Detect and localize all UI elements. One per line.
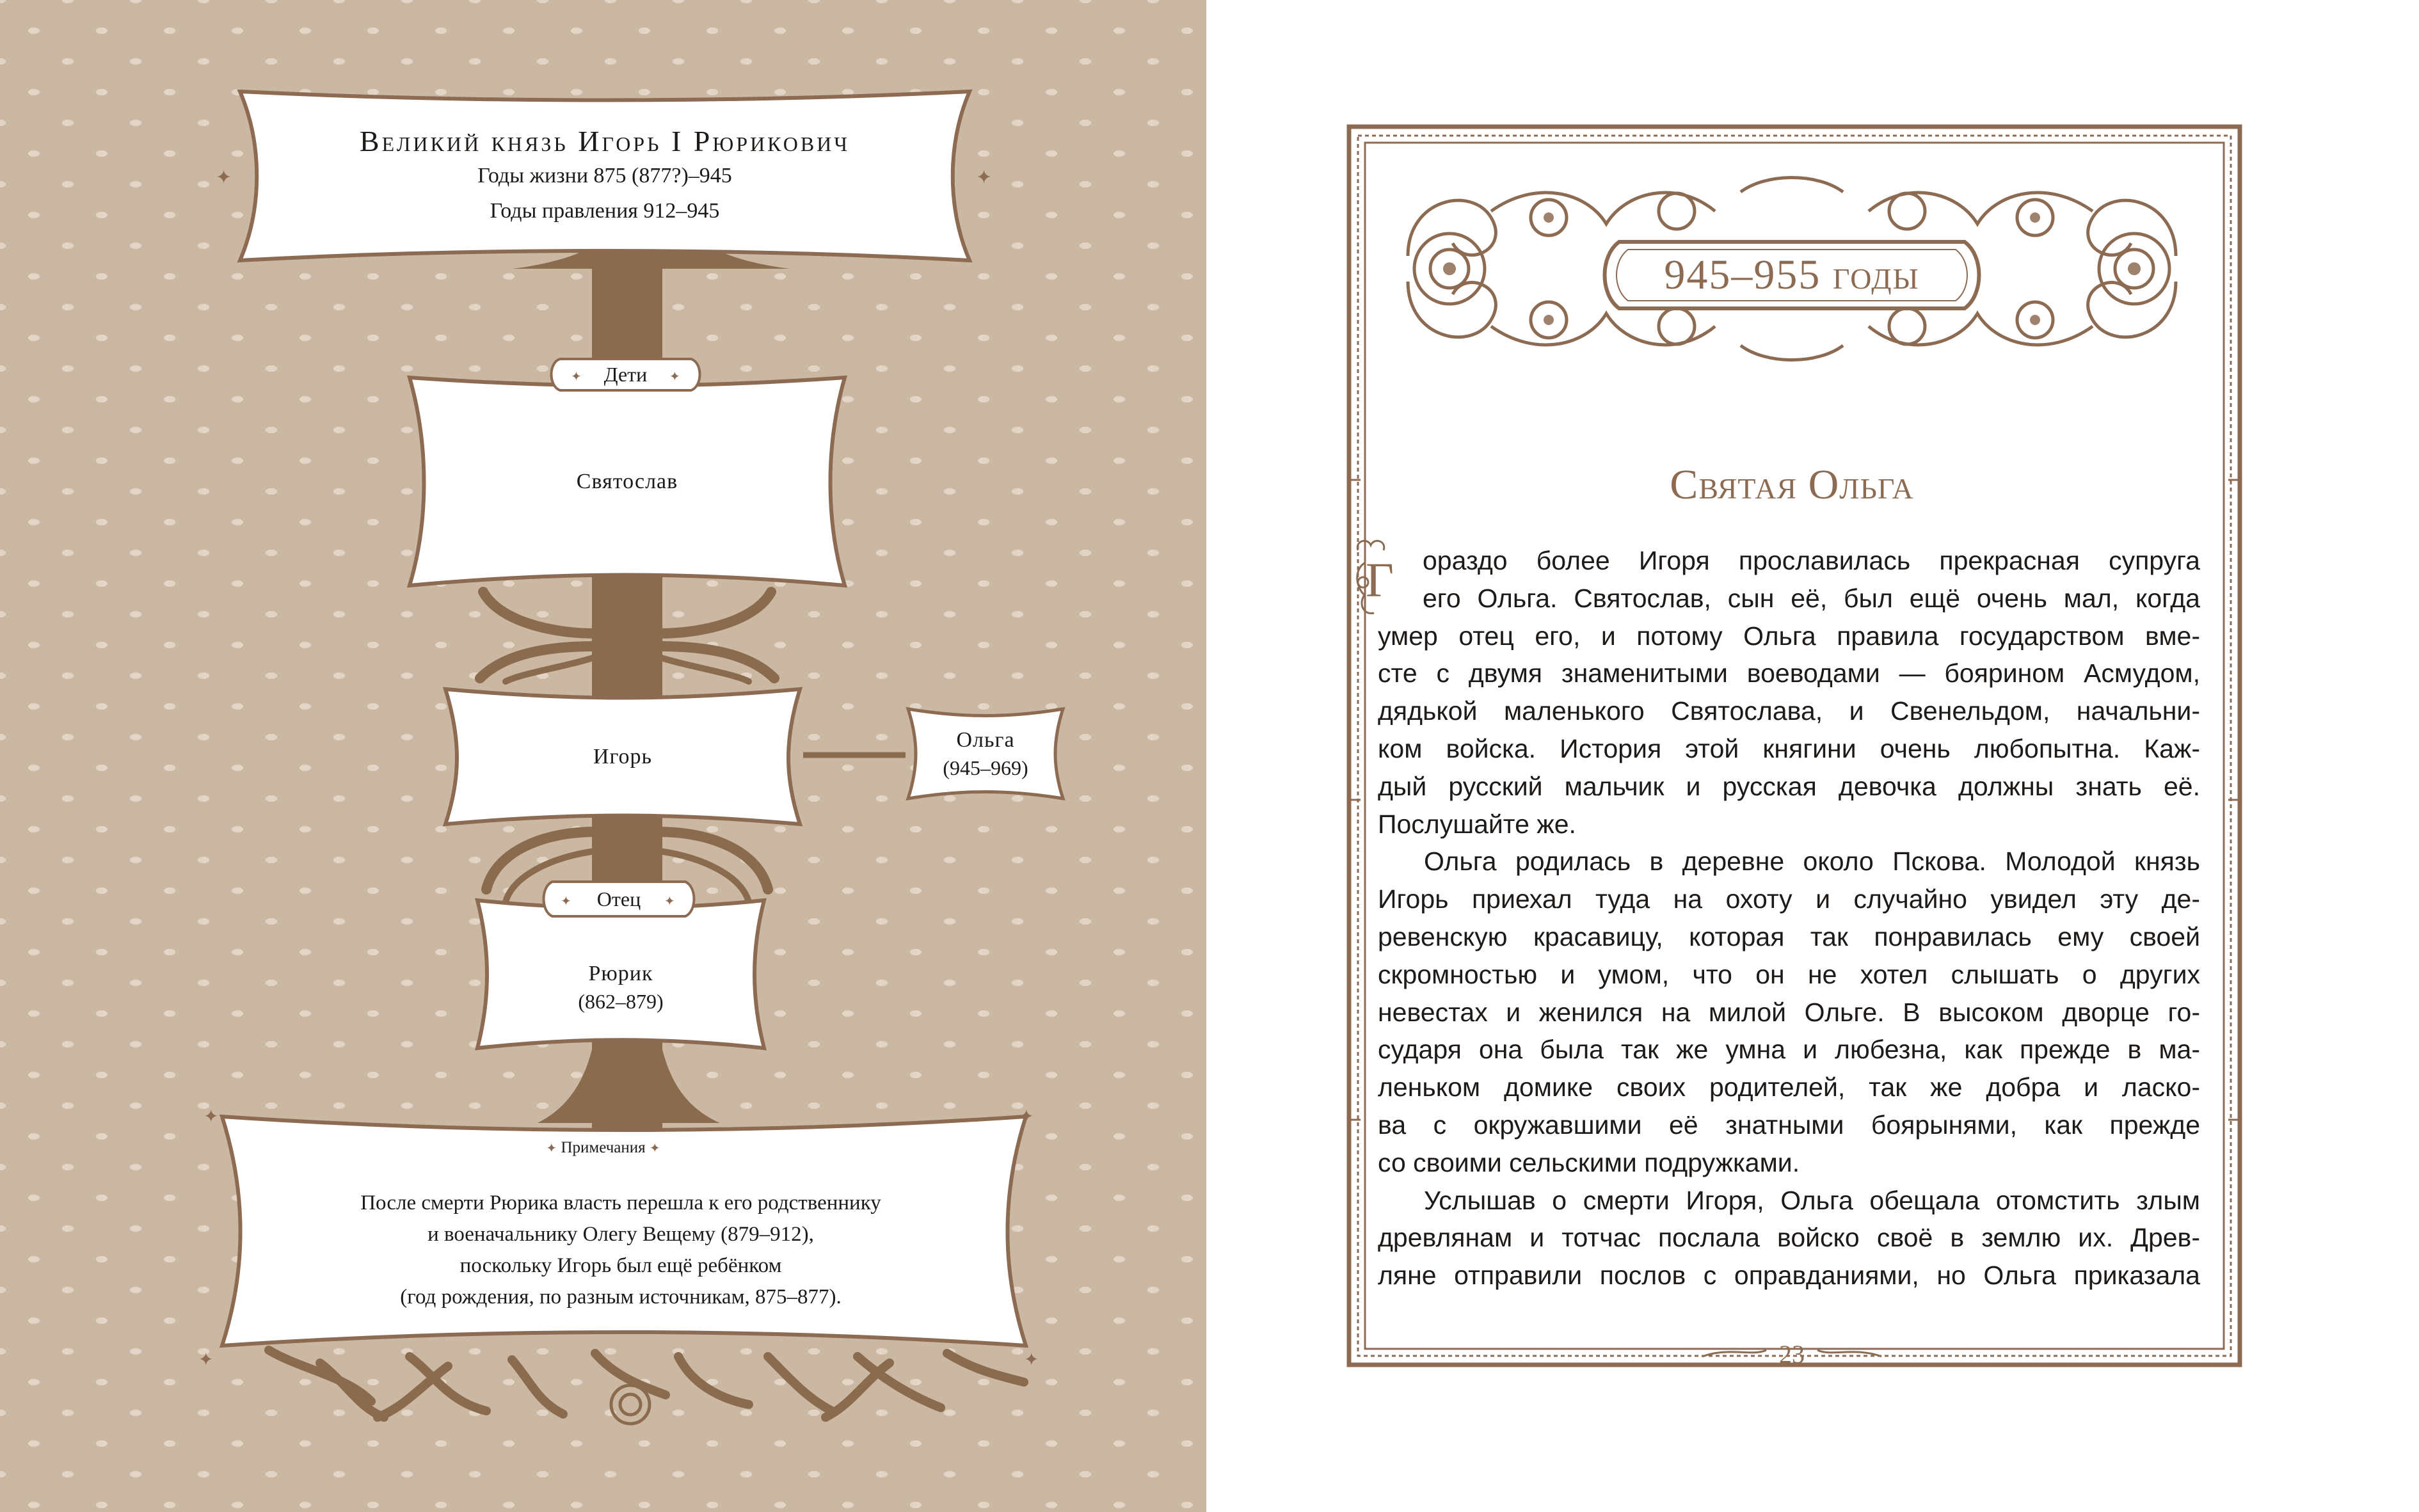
notes-line: (год рождения, по разным источникам, 875–877). bbox=[400, 1285, 842, 1309]
svg-text:✦: ✦ bbox=[571, 369, 582, 384]
svg-text:✦: ✦ bbox=[561, 893, 571, 909]
body-line: сте с двумя знаменитыми воеводами — боярином Асмудом, bbox=[1378, 658, 2200, 688]
ruler-name: Великий князь Игорь I Рюрикович bbox=[359, 125, 850, 158]
notes-line: После смерти Рюрика власть перешла к его родственнику bbox=[360, 1191, 881, 1214]
ornament-icon: ✦ bbox=[204, 1106, 219, 1127]
body-line: леньком домике своих родителей, так же добра и ласко- bbox=[1378, 1072, 2200, 1102]
body-line: дый русский мальчик и русская девочка должны знать её. bbox=[1378, 771, 2200, 801]
ornament-icon: ✦ bbox=[1019, 1106, 1034, 1127]
body-line: Послушайте же. bbox=[1378, 809, 1576, 839]
reign-years: Годы правления 912–945 bbox=[490, 198, 720, 223]
ornament-icon: ✦ bbox=[976, 166, 993, 189]
article-title: Святая Ольга bbox=[1670, 461, 1914, 508]
life-years: Годы жизни 875 (877?)–945 bbox=[477, 164, 732, 188]
ornament-icon: ✦ bbox=[216, 166, 232, 189]
body-line: умер отец его, и потому Ольга правила государством вме- bbox=[1378, 621, 2200, 651]
ornament-icon: ✦ bbox=[546, 1140, 561, 1156]
body-line: со своими сельскими подружками. bbox=[1378, 1147, 1800, 1177]
spouse-years: (945–969) bbox=[943, 756, 1028, 780]
article-body bbox=[1378, 542, 2200, 1294]
body-line: невестах и женился на милой Ольге. В высоком дворце го- bbox=[1378, 997, 2200, 1027]
notes-line: и военачальнику Олегу Вещему (879–912), bbox=[427, 1223, 814, 1246]
chapter-label: 945–955 годы bbox=[1664, 251, 1920, 298]
body-line: ком войска. История этой княгини очень любопытна. Каж- bbox=[1378, 733, 2200, 763]
body-line: ревенскую красавицу, которая так понравилась ему своей bbox=[1378, 921, 2200, 951]
ornament-icon: ✦ bbox=[198, 1349, 214, 1370]
ornament-icon: ✦ bbox=[649, 1140, 660, 1156]
body-line: древлянам и тотчас послала войско своё в землю их. Древ- bbox=[1378, 1223, 2200, 1253]
body-line: Игорь приехал туда на охоту и случайно увидел эту де- bbox=[1378, 884, 2200, 914]
body-line: ва с окружавшими её знатными боярынями, как прежде bbox=[1378, 1110, 2200, 1140]
svg-text:✦: ✦ bbox=[669, 369, 680, 384]
subject-name: Игорь bbox=[593, 744, 653, 768]
body-line: скромностью и умом, что он не хотел слышать о других bbox=[1378, 959, 2200, 989]
body-line: дядькой маленького Святослава, и Свенельдом, начальни- bbox=[1378, 696, 2200, 726]
body-line: ораздо более Игоря прославилась прекрасная супруга bbox=[1423, 546, 2200, 575]
father-name: Рюрик bbox=[588, 961, 653, 985]
body-line: ляне отправили послов с оправданиями, но Ольга приказала bbox=[1378, 1261, 2200, 1291]
body-line: Услышав о смерти Игоря, Ольга обещала отомстить злым bbox=[1424, 1185, 2200, 1215]
dropcap-letter: Г bbox=[1366, 553, 1394, 607]
notes-title: Примечания bbox=[561, 1139, 646, 1156]
child-name: Святослав bbox=[576, 469, 678, 493]
body-line: сударя она была так же умна и любезна, как прежде в ма- bbox=[1378, 1035, 2200, 1065]
ornament-icon: ✦ bbox=[1024, 1349, 1039, 1370]
children-label: ✦ ✦ Дети bbox=[544, 354, 707, 395]
notes-line: поскольку Игорь был ещё ребёнком bbox=[459, 1254, 782, 1277]
father-label: ✦ ✦ Отец bbox=[536, 877, 701, 921]
father-years: (862–879) bbox=[578, 989, 664, 1013]
body-line: его Ольга. Святослав, сын её, был ещё очень мал, когда bbox=[1423, 583, 2200, 613]
svg-text:✦: ✦ bbox=[664, 893, 675, 909]
body-line: Ольга родилась в деревне около Пскова. Молодой князь bbox=[1424, 847, 2200, 877]
spouse-name: Ольга bbox=[956, 728, 1015, 752]
page-number: 23 bbox=[1779, 1340, 1805, 1369]
